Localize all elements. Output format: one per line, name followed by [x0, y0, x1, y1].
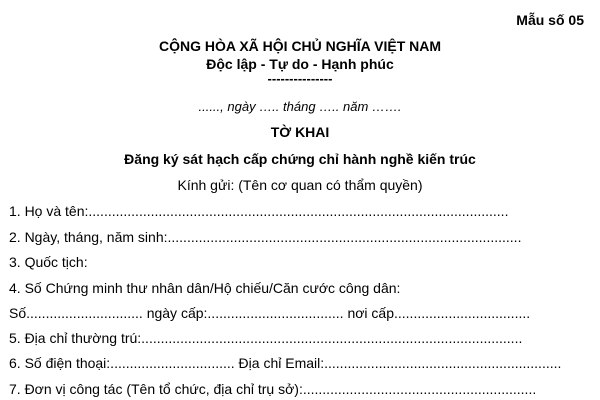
- field-permanent-address: 5. Địa chỉ thường trú:..................................................................................................: [9, 330, 523, 346]
- field-id-document: 4. Số Chứng minh thư nhân dân/Hộ chiếu/Căn cước công dân:: [9, 280, 401, 296]
- national-title: CỘNG HÒA XÃ HỘI CHỦ NGHĨA VIỆT NAM: [158, 38, 442, 54]
- phone-number: 6. Số điện thoại:................................: [9, 355, 239, 371]
- header-separator: ---------------: [267, 71, 333, 86]
- recipient-line: Kính gửi: (Tên cơ quan có thẩm quyền): [177, 177, 423, 193]
- field-full-name: 1. Họ và tên:............................................................................................................: [9, 203, 509, 219]
- field-contact: [9, 355, 561, 371]
- field-id-details: [9, 305, 530, 321]
- id-number: Số..............................: [9, 305, 147, 321]
- field-date-of-birth: 2. Ngày, tháng, năm sinh:...........................................................................................: [9, 229, 522, 245]
- document-title: TỜ KHAI: [270, 124, 330, 140]
- field-workplace: 7. Đơn vị công tác (Tên tổ chức, địa chỉ trụ sở):............................................................: [9, 381, 537, 397]
- date-line: ......, ngày ….. tháng ….. năm …….: [198, 99, 402, 114]
- form-number: Mẫu số 05: [516, 12, 584, 28]
- email-address: Địa chỉ Email:.............................................................: [238, 355, 562, 371]
- field-nationality: 3. Quốc tịch:: [9, 254, 88, 270]
- document-subtitle: Đăng ký sát hạch cấp chứng chỉ hành nghề kiến trúc: [124, 151, 476, 167]
- id-issue-place: nơi cấp...................................: [347, 305, 531, 321]
- national-motto: Độc lập - Tự do - Hạnh phúc: [206, 56, 394, 72]
- id-issue-date: ngày cấp:...................................: [146, 305, 348, 321]
